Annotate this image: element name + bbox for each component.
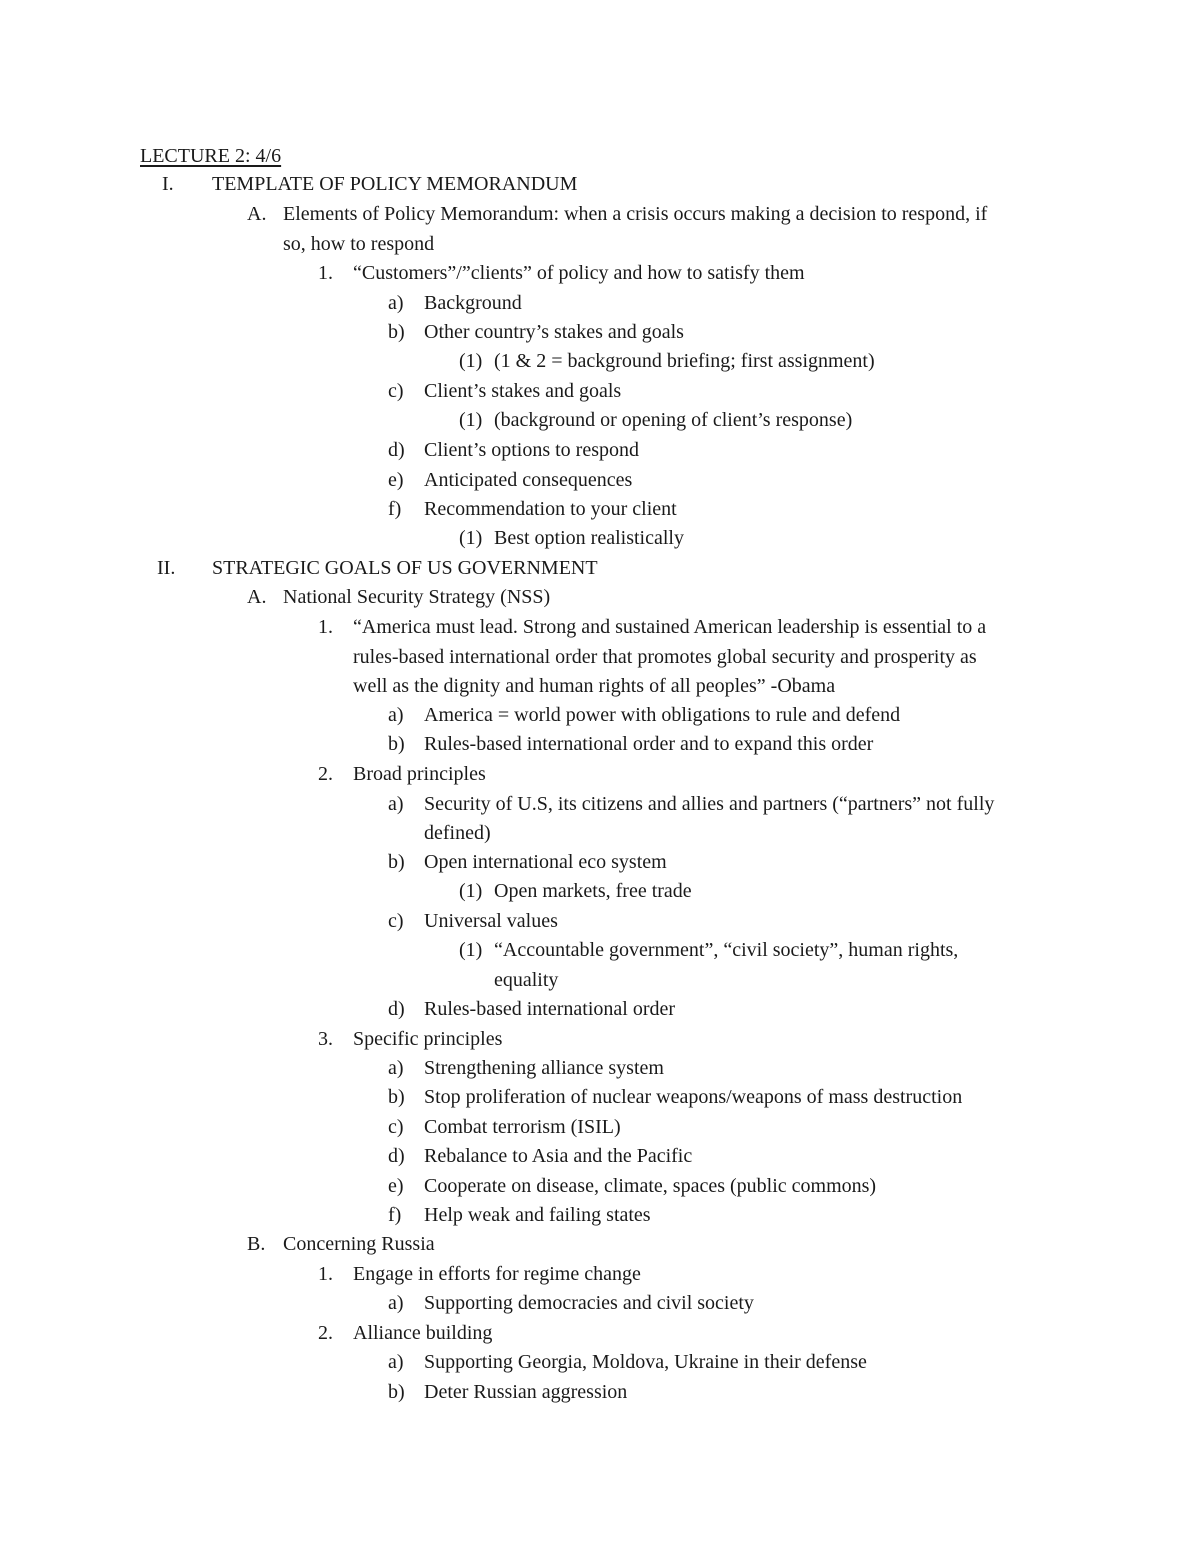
outline-text: Other country’s stakes and goals: [424, 321, 684, 343]
outline-text: Combat terrorism (ISIL): [424, 1116, 621, 1138]
outline-marker: c): [388, 910, 404, 932]
outline-marker: a): [388, 1057, 404, 1079]
outline-marker: (1): [459, 350, 483, 372]
outline-marker: b): [388, 851, 405, 873]
outline-marker: d): [388, 439, 405, 461]
outline-text: Alliance building: [353, 1322, 493, 1344]
outline-text: TEMPLATE OF POLICY MEMORANDUM: [212, 173, 578, 195]
outline-marker: 1.: [318, 616, 333, 638]
outline-text: equality: [494, 969, 559, 991]
outline-marker: 2.: [318, 1322, 333, 1344]
outline-text: Supporting Georgia, Moldova, Ukraine in their defense: [424, 1351, 867, 1373]
outline-text: Background: [424, 292, 522, 314]
outline-marker: a): [388, 1292, 404, 1314]
outline-marker: 1.: [318, 262, 333, 284]
outline-marker: e): [388, 1175, 404, 1197]
outline-marker: a): [388, 793, 404, 815]
outline-marker: b): [388, 733, 405, 755]
outline-marker: f): [388, 1204, 402, 1226]
outline-text: “Accountable government”, “civil society”, human rights,: [494, 939, 959, 961]
outline-text: so, how to respond: [283, 233, 435, 255]
outline-text: Stop proliferation of nuclear weapons/weapons of mass destruction: [424, 1086, 963, 1108]
outline-marker: c): [388, 1116, 404, 1138]
outline-text: Recommendation to your client: [424, 498, 677, 520]
outline-text: well as the dignity and human rights of all peoples” -Obama: [353, 675, 836, 697]
outline-marker: II.: [157, 557, 176, 579]
outline-marker: I.: [162, 173, 174, 195]
outline-text: Deter Russian aggression: [424, 1381, 628, 1403]
outline-text: Supporting democracies and civil society: [424, 1292, 754, 1314]
outline-marker: (1): [459, 409, 483, 431]
outline-marker: d): [388, 998, 405, 1020]
outline-text: Elements of Policy Memorandum: when a crisis occurs making a decision to respond, if: [283, 203, 988, 225]
outline-marker: A.: [247, 203, 267, 225]
outline-text: Engage in efforts for regime change: [353, 1263, 641, 1285]
outline-text: Rules-based international order and to expand this order: [424, 733, 874, 755]
outline-text: “Customers”/”clients” of policy and how to satisfy them: [353, 262, 805, 284]
outline-text: Open international eco system: [424, 851, 667, 873]
outline-text: Security of U.S, its citizens and allies and partners (“partners” not fully: [424, 793, 995, 815]
outline-text: Rules-based international order: [424, 998, 676, 1020]
outline-text: National Security Strategy (NSS): [283, 586, 551, 608]
outline-marker: 1.: [318, 1263, 333, 1285]
outline-text: STRATEGIC GOALS OF US GOVERNMENT: [212, 557, 598, 579]
outline-text: Cooperate on disease, climate, spaces (public commons): [424, 1175, 877, 1197]
outline-text: Rebalance to Asia and the Pacific: [424, 1145, 693, 1167]
outline-marker: (1): [459, 527, 483, 549]
outline-text: Help weak and failing states: [424, 1204, 651, 1226]
outline-marker: d): [388, 1145, 405, 1167]
lecture-title: LECTURE 2: 4/6: [140, 145, 282, 167]
outline-text: Anticipated consequences: [424, 469, 633, 491]
outline-text: Concerning Russia: [283, 1233, 435, 1255]
outline-text: “America must lead. Strong and sustained American leadership is essential to a: [353, 616, 987, 638]
outline-marker: b): [388, 321, 405, 343]
outline-marker: c): [388, 380, 404, 402]
outline-text: Specific principles: [353, 1028, 503, 1050]
outline-marker: B.: [247, 1233, 266, 1255]
outline-text: rules-based international order that promotes global security and prosperity as: [353, 646, 977, 668]
outline-text: Strengthening alliance system: [424, 1057, 664, 1079]
outline-marker: A.: [247, 586, 267, 608]
outline-text: Open markets, free trade: [494, 880, 692, 902]
outline-text: Universal values: [424, 910, 558, 932]
outline-marker: 2.: [318, 763, 333, 785]
outline-text: Best option realistically: [494, 527, 684, 549]
outline-text: (1 & 2 = background briefing; first assignment): [494, 350, 875, 372]
outline-marker: 3.: [318, 1028, 333, 1050]
outline-marker: f): [388, 498, 402, 520]
outline-marker: b): [388, 1381, 405, 1403]
outline-text: (background or opening of client’s response): [494, 409, 853, 431]
outline-marker: (1): [459, 880, 483, 902]
outline-marker: (1): [459, 939, 483, 961]
outline-text: America = world power with obligations to rule and defend: [424, 704, 901, 726]
outline-text: Client’s stakes and goals: [424, 380, 622, 402]
outline-text: Client’s options to respond: [424, 439, 639, 461]
outline-marker: a): [388, 704, 404, 726]
outline-marker: a): [388, 1351, 404, 1373]
outline-marker: e): [388, 469, 404, 491]
outline-marker: b): [388, 1086, 405, 1108]
outline-text: Broad principles: [353, 763, 486, 785]
outline-marker: a): [388, 292, 404, 314]
outline-text: defined): [424, 822, 491, 844]
